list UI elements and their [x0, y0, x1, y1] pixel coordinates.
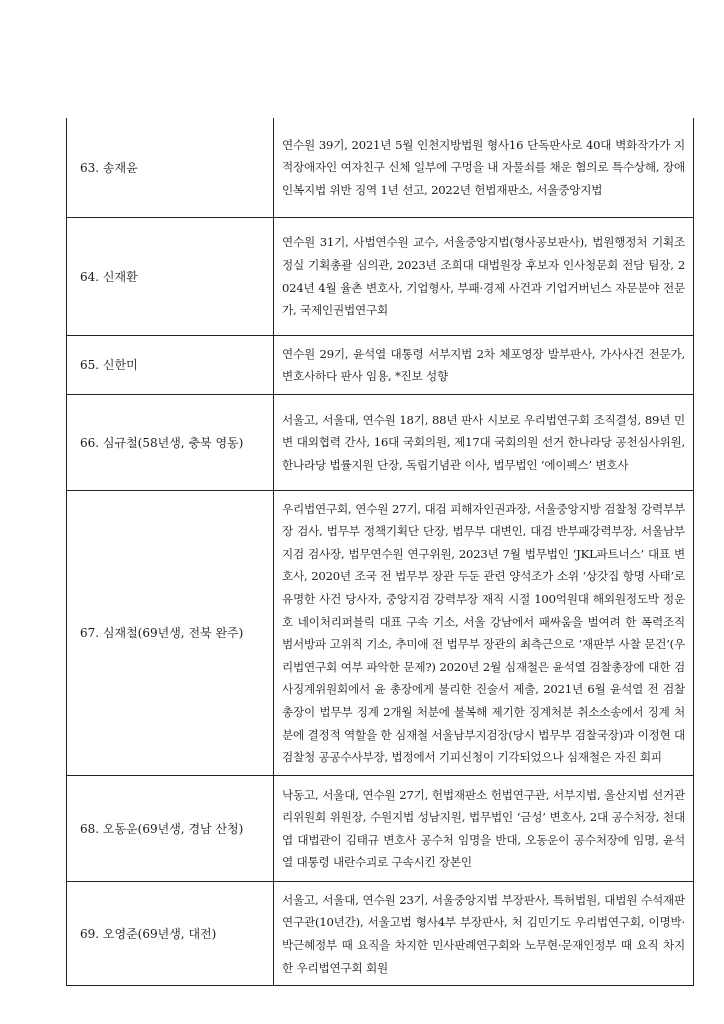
member-name: 63. 송재윤 — [67, 118, 274, 217]
table-row — [67, 775, 694, 881]
member-name: 68. 오동운(69년생, 경남 산청) — [67, 775, 274, 881]
member-description: 낙동고, 서울대, 연수원 27기, 헌법재판소 헌법연구관, 서부지법, 울산지법 선거관리위원회 위원장, 수원지법 성남지원, 법무법인 ‘금성’ 변호사, 2대 공수처장, 천대엽 대법관이 김태규 변호사 공수처 임명을 반대, 오동운이 공수처장에 임명, 윤석열 대통령 내란수괴로 구속시킨 장본인 — [274, 775, 694, 881]
member-name: 65. 신한미 — [67, 335, 274, 394]
member-description: 연수원 31기, 사법연수원 교수, 서울중앙지법(형사공보판사), 법원행정처 기획조정실 기획총괄 심의관, 2023년 조희대 대법원장 후보자 인사청문회 전담 팀장, 2024년 4월 율촌 변호사, 기업형사, 부패·경제 사건과 기업거버넌스 자문분야 전문가, 국제인권법연구회 — [274, 217, 694, 335]
member-name: 64. 신재환 — [67, 217, 274, 335]
member-description: 서울고, 서울대, 연수원 23기, 서울중앙지법 부장판사, 특허법원, 대법원 수석재판연구관(10년간), 서울고법 형사4부 부장판사, 처 김민기도 우리법연구회, 이명박·박근혜정부 때 요직을 차지한 민사판례연구회와 노무현·문재인정부 때 요직 차지한 우리법연구회 회원 — [274, 881, 694, 985]
member-table — [66, 118, 694, 986]
table-row — [67, 881, 694, 985]
member-description: 서울고, 서울대, 연수원 18기, 88년 판사 시보로 우리법연구회 조직결성, 89년 민변 대외협력 간사, 16대 국회의원, 제17대 국회의원 선거 한나라당 공천심사위원, 한나라당 법률지원 단장, 독립기념관 이사, 법무법인 ‘에이펙스’ 변호사 — [274, 394, 694, 490]
table-row — [67, 118, 694, 217]
member-name: 69. 오영준(69년생, 대전) — [67, 881, 274, 985]
table-row — [67, 335, 694, 394]
table-row — [67, 394, 694, 490]
member-description: 연수원 39기, 2021년 5월 인천지방법원 형사16 단독판사로 40대 벽화작가가 지적장애자인 여자친구 신체 일부에 구멍을 내 자물쇠를 채운 혐의로 특수상해, 장애인복지법 위반 징역 1년 선고, 2022년 헌법재판소, 서울중앙지법 — [274, 118, 694, 217]
table-row — [67, 217, 694, 335]
member-name: 67. 심재철(69년생, 전북 완주) — [67, 490, 274, 775]
member-description: 연수원 29기, 윤석열 대통령 서부지법 2차 체포영장 발부판사, 가사사건 전문가, 변호사하다 판사 임용, *진보 성향 — [274, 335, 694, 394]
member-description: 우리법연구회, 연수원 27기, 대검 피해자인권과장, 서울중앙지방 검찰청 강력부부장 검사, 법무부 정책기획단 단장, 법무부 대변인, 대검 반부패강력부장, 서울남부지검 검사장, 법무연수원 연구위원, 2023년 7월 법무법인 ‘JKL파트너스’ 대표 변호사, 2020년 조국 전 법무부 장관 두둔 관련 양석조가 소위 ‘상갓집 항명 사태’로 유명한 사건 당사자, 중앙지검 강력부장 재직 시절 100억원대 해외원정도박 정운호 네이처리퍼블릭 대표 구속 기소, 서울 강남에서 패싸움을 벌여려 한 폭력조직 범서방파 고위직 기소, 추미애 전 법무부 장관의 최측근으로 ‘재판부 사찰 문건’(우리법연구회 여부 파악한 문제?) 2020년 2월 심재철은 윤석열 검찰총장에 대한 검사징계위원회에서 윤 총장에게 불리한 진술서 제출, 2021년 6월 윤석열 전 검찰총장이 법무부 징계 2개월 처분에 불복해 제기한 징계처분 취소소송에서 징계 처분에 결정적 역할을 한 심재철 서울남부지검장(당시 법무부 검찰국장)과 이정현 대검찰청 공공수사부장, 법정에서 기피신청이 기각되었으나 심재철은 자진 회피 — [274, 490, 694, 775]
table-row — [67, 490, 694, 775]
member-name: 66. 심규철(58년생, 충북 영동) — [67, 394, 274, 490]
